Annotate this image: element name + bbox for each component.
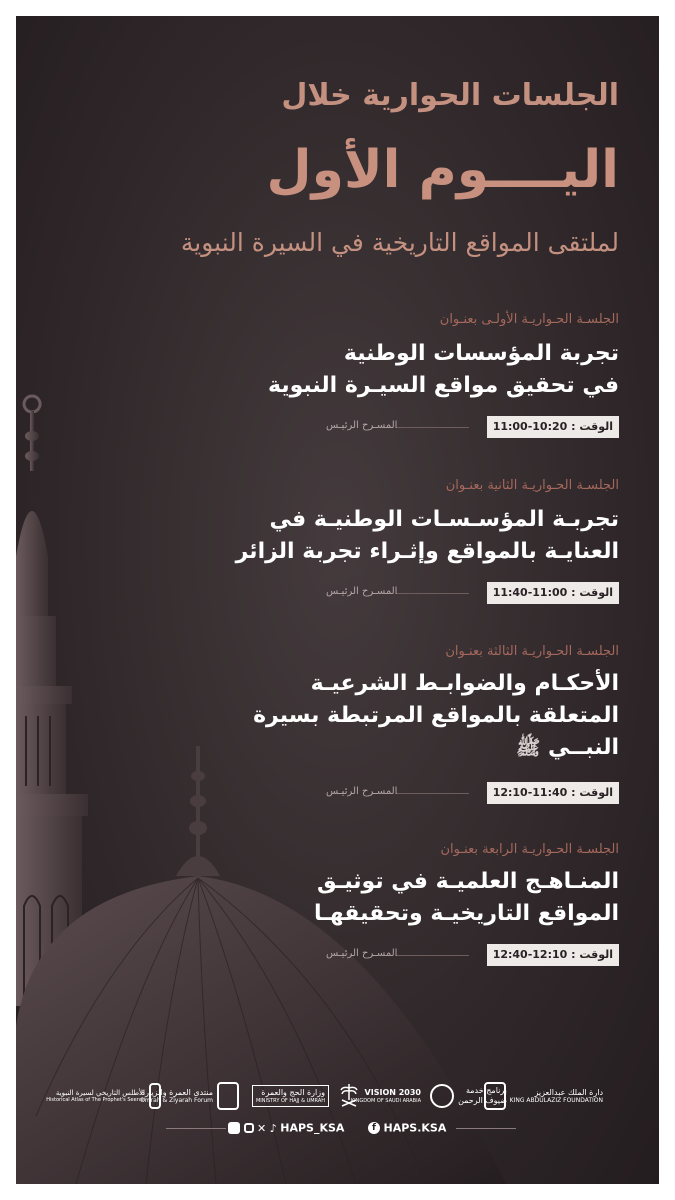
social-handle-left[interactable]: HAPS_KSA [280,1121,345,1135]
session-4-title-line: المنـاهـج العلميـة في توثيـق [316,869,619,894]
session-2-label: الجلسـة الحـواريـة الثانية بعنـوان [445,478,619,493]
logos-row [16,16,659,1184]
star-emblem-icon [430,1084,454,1108]
header-line-2: اليــــوم الأول [266,140,619,200]
kaaba-icon [217,1082,239,1110]
divider [166,1128,226,1129]
session-3-label: الجلسـة الحـواريـة الثالثة بعنـوان [445,644,619,659]
social-row [16,1118,659,1142]
logo-historical-atlas [46,1078,161,1114]
time-value: 12:10-11:40 [492,786,568,799]
session-4-venue: المسـرح الرئيـس [326,948,398,959]
time-label: الوقت : [571,948,613,961]
logo-ar: دارة الملك عبدالعزيز [534,1087,603,1097]
poster [16,16,659,1184]
session-1-label: الجلسـة الحـواريـة الأولـى بعنـوان [439,312,619,327]
time-label: الوقت : [571,420,613,433]
time-value: 12:40-12:10 [492,948,568,961]
tiktok-icon[interactable]: ♪ [269,1121,277,1135]
logo-ar: وزارة الحج والعمرة [261,1088,325,1098]
logo-pilgrims-program [430,1078,507,1114]
palm-icon [339,1082,359,1110]
logo-en: KINGDOM OF SAUDI ARABIA [350,1097,421,1104]
logo-text [46,1089,145,1103]
palm-swords-icon [339,1082,359,1110]
time-value: 11:40-11:00 [492,586,568,599]
youtube-icon[interactable] [228,1122,240,1134]
header-line-3: لملتقى المواقع التاريخية في السيرة النبوية [180,228,619,257]
book-icon [149,1083,161,1109]
session-1-title-line: تجربة المؤسسات الوطنية [343,341,619,366]
session-3-venue: المسـرح الرئيـس [326,786,398,797]
session-3-title-line: النبــي [547,734,619,760]
logo-text [510,1088,603,1105]
salawat-glyph: ﷺ [516,735,541,760]
logo-ar: منتدى العمرة والزيارة [140,1087,213,1097]
header-line-1: الجلسات الحوارية خلال [281,78,619,113]
time-value: 11:00-10:20 [492,420,568,433]
logo-en: KING ABDULAZIZ FOUNDATION [509,1097,603,1105]
divider [456,1128,516,1129]
session-1-venue: المسـرح الرئيـس [326,420,398,431]
logo-palm-swords [339,1078,359,1114]
logo-ar: VISION 2030 [364,1088,421,1098]
session-2-title-line: تجربـة المؤسـسـات الوطنيـة في [269,507,619,532]
time-label: الوقت : [571,786,613,799]
social-icons-left [228,1121,344,1135]
social-icons-right [368,1121,446,1135]
logo-ar: برنامج خدمة [465,1086,507,1096]
logo-vision-2030 [351,1078,421,1114]
session-4-label: الجلسـة الحـواريـة الرابعة بعنـوان [440,842,619,857]
session-3-title-line: المتعلقة بالمواقع المرتبطة بسيرة [253,702,619,728]
content [16,16,659,1184]
logo-ministry-hajj [252,1078,329,1114]
logo-en: Historical Atlas of The Prophet's Seerah [46,1097,145,1104]
session-2-venue: المسـرح الرئيـس [326,586,398,597]
x-icon[interactable]: ✕ [257,1121,267,1135]
logo-text [351,1088,421,1104]
logo-en: MINISTRY OF HAJJ & UMRAH [255,1097,325,1104]
session-3-title-line: الأحكـام والضوابـط الشرعيـة [310,671,619,696]
social-handle-right[interactable]: HAPS.KSA [383,1121,447,1135]
time-label: الوقت : [571,586,613,599]
logo-text [252,1085,329,1107]
session-4-title-line: المواقع التاريخيـة وتحقيقهـا [313,900,619,926]
session-2-title-line: العنايـة بالمواقع وإثـراء تجربة الزائر [235,538,619,564]
logo-en: Umrah & Ziyarah Forum [140,1097,213,1105]
facebook-icon[interactable]: f [368,1122,380,1134]
logo-ar: الأطلس التاريخي لسيرة النبوية [55,1088,145,1097]
logo-text [458,1086,507,1105]
instagram-icon[interactable] [244,1123,254,1133]
session-1-title-line: في تحقيق مواقع السيـرة النبوية [268,372,619,398]
logo-en: ضيوف الرحمن [458,1096,507,1105]
